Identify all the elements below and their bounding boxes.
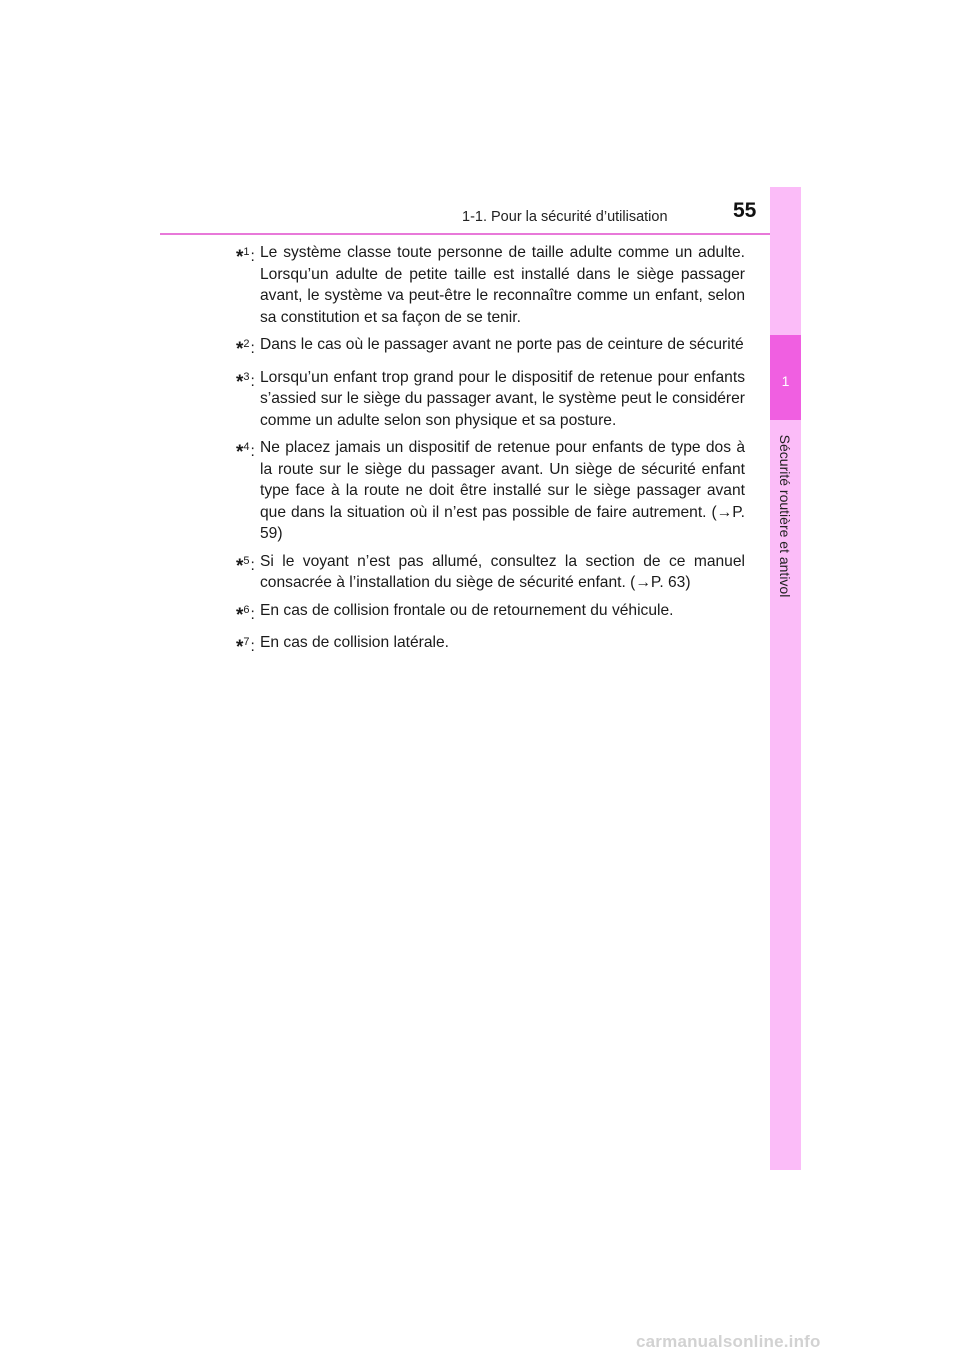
footnote-item [236,632,745,659]
footnote-item [236,437,745,545]
footnote-text: Dans le cas où le passager avant ne porte pas de ceinture de sécurité [260,336,744,353]
asterisk-icon: * [236,339,244,360]
footnote-number: 1 [243,246,250,258]
site-watermark: carmanualsonline.info [636,1332,821,1351]
asterisk-icon: * [236,555,244,577]
footnote-text[interactable]: Si le voyant n’est pas allumé, consultez la section de ce manuel consacrée à l’installation du siège de sécurité enfant. (→P. 63) [260,552,745,591]
footnote-text: Lorsqu’un enfant trop grand pour le dispositif de retenue pour enfants s’assied sur le siège du passager avant, le système peut le considérer comme un adulte selon son physique et sa posture. [260,368,745,429]
footnote-item [236,367,745,432]
footnote-marker: *$^7$: [236,636,255,658]
header-divider [160,233,801,235]
footnote-item [236,551,745,594]
chapter-title: Sécurité routière et antivol [777,434,793,598]
asterisk-icon: * [236,442,244,463]
footnote-number: 3 [243,370,250,383]
page-number: 55 [733,199,757,222]
footnote-marker: *$^6$: [236,603,255,626]
footnote-text: En cas de collision frontale ou de retournement du véhicule. [260,601,674,619]
footnote-marker: *$^3$: [236,370,255,393]
footnote-text: En cas de collision latérale. [260,634,449,651]
footnote-number: 7 [243,636,250,648]
footnote-number: 2 [243,338,250,350]
chapter-number: 1 [781,373,790,389]
asterisk-icon: * [236,247,244,268]
footnote-marker: *$^4$: [236,441,255,463]
footnote-number: 6 [243,603,250,616]
footnote-number: 5 [243,554,250,567]
footnote-item [236,600,745,627]
section-title: 1-1. Pour la sécurité d’utilisation [462,209,668,225]
asterisk-icon: * [236,604,244,626]
footnote-item [236,242,745,328]
footnote-text[interactable]: Ne placez jamais un dispositif de retenue pour enfants de type dos à la route sur le siège du passager avant. Un siège de sécurité enfant type face à la route ne doit être installé sur le siège passager avant que dans la situation où il n’est pas possible de faire autrement. (→P. 59) [260,439,745,542]
footnote-marker: *$^2$: [236,338,255,360]
footnote-marker: *$^5$: [236,554,255,577]
footnote-text: Le système classe toute personne de taille adulte comme un adulte. Lorsqu’un adulte de petite taille est installé dans le siège passager avant, le système va peut-être le reconnaître comme un enfant, selon sa constitution et sa façon de se tenir. [260,244,745,326]
footnote-number: 4 [243,441,250,453]
footnote-marker: *$^1$: [236,246,255,268]
asterisk-icon: * [236,371,244,393]
footnote-list [236,242,745,665]
asterisk-icon: * [236,637,244,658]
footnote-item [236,334,745,361]
